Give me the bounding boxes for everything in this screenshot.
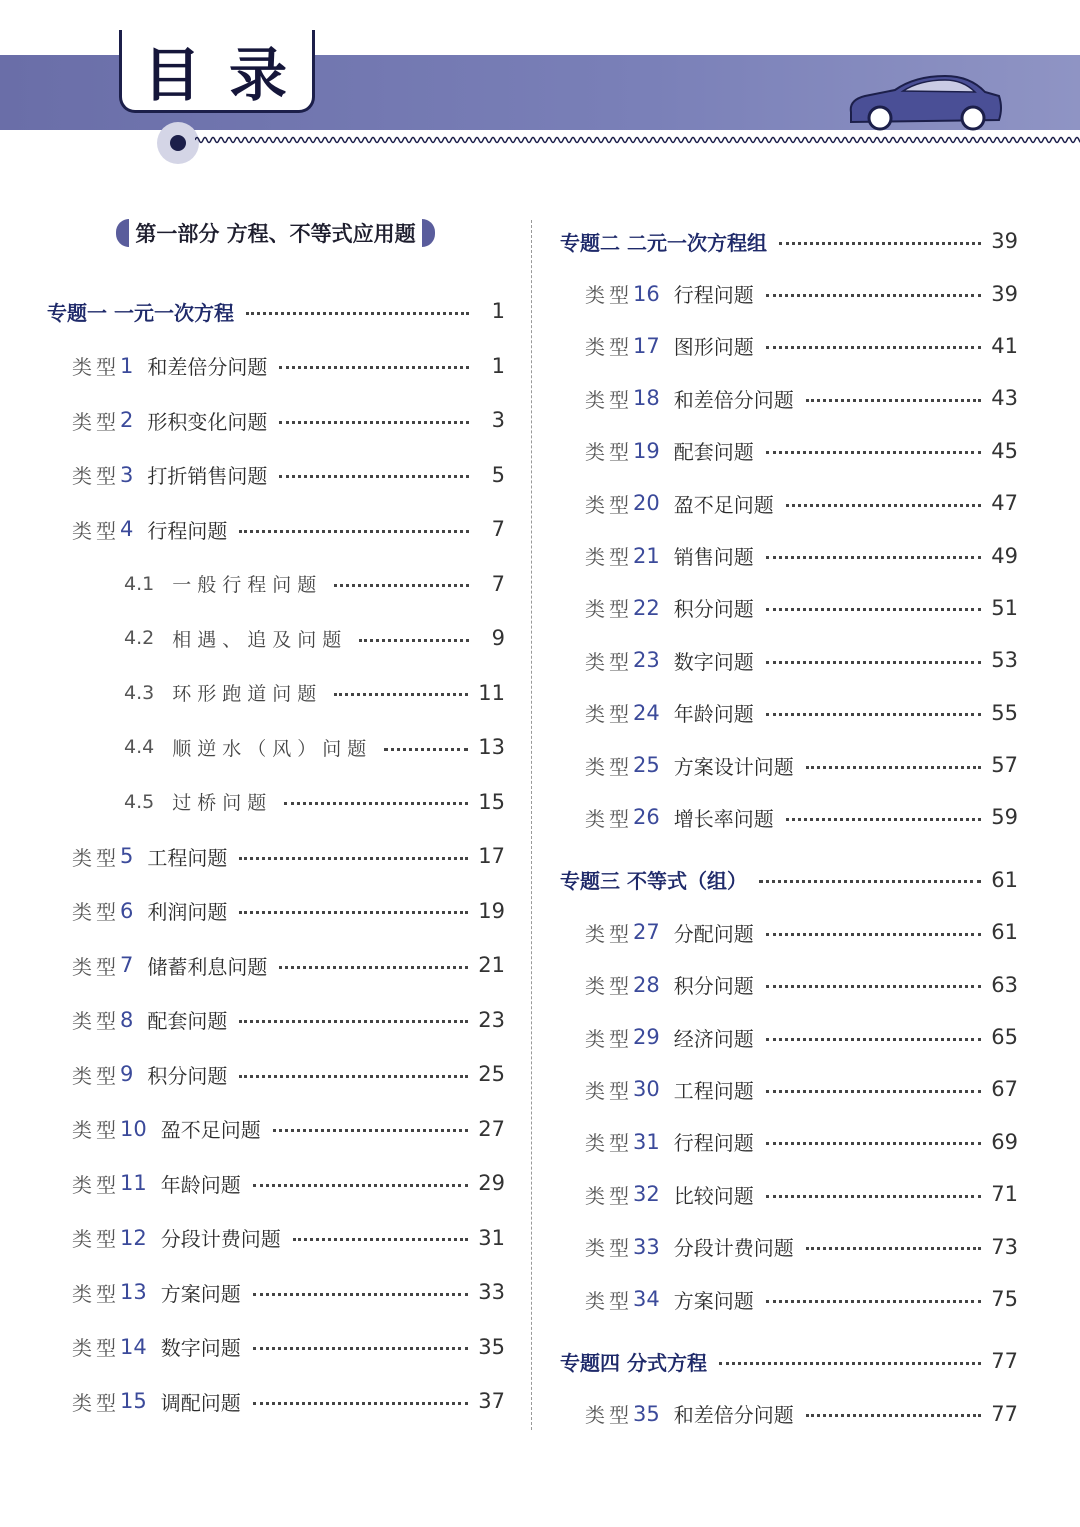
entry-prefix: 类型 — [585, 702, 633, 727]
dot-leader — [766, 661, 982, 664]
entry-number: 18 — [633, 386, 660, 411]
page-number: 65 — [991, 1025, 1018, 1050]
entry-title: 行程问题 — [673, 1131, 754, 1156]
page-number: 73 — [991, 1234, 1018, 1259]
part-title — [88, 216, 463, 250]
entry-title: 环形跑道问题 — [172, 683, 323, 706]
toc-entry[interactable] — [560, 1168, 1018, 1220]
entry-title: 相遇、追及问题 — [172, 628, 348, 651]
dot-leader — [253, 1402, 469, 1405]
column-divider — [531, 220, 532, 1430]
entry-title: 数字问题 — [160, 1336, 241, 1361]
dot-leader — [246, 312, 469, 315]
toc-subsection-entry[interactable] — [47, 666, 505, 721]
dot-leader — [766, 346, 982, 349]
entry-number: 12 — [120, 1225, 147, 1250]
dot-leader — [766, 713, 982, 716]
page-number: 19 — [478, 898, 505, 923]
entry-prefix: 类型 — [585, 649, 633, 674]
toc-entry[interactable] — [47, 448, 505, 503]
toc-subsection-entry[interactable] — [47, 557, 505, 612]
page-number: 9 — [491, 626, 505, 651]
entry-prefix: 类型 — [72, 1063, 120, 1088]
entry-title: 积分问题 — [673, 597, 754, 622]
toc-entry[interactable] — [560, 529, 1018, 581]
toc-entry[interactable] — [47, 393, 505, 448]
toc-entry[interactable] — [47, 993, 505, 1048]
dot-leader — [766, 1195, 982, 1198]
dot-leader — [279, 366, 469, 369]
title-char: 录 — [229, 41, 292, 109]
entry-number: 6 — [120, 898, 134, 923]
toc-entry[interactable] — [560, 267, 1018, 319]
car-icon — [845, 72, 1005, 132]
dot-leader — [806, 1247, 982, 1250]
page-number: 61 — [991, 867, 1018, 892]
dot-leader — [766, 985, 982, 988]
entry-number: 2 — [120, 408, 134, 433]
entry-title: 经济问题 — [673, 1026, 754, 1051]
page-number: 5 — [491, 462, 505, 487]
page-number: 3 — [491, 408, 505, 433]
dot-leader — [334, 693, 468, 696]
entry-prefix: 类型 — [72, 900, 120, 925]
entry-prefix: 类型 — [72, 954, 120, 979]
toc-entry[interactable] — [560, 477, 1018, 529]
toc-entry[interactable] — [560, 1388, 1018, 1440]
entry-number: 28 — [633, 972, 660, 997]
page-number: 53 — [991, 648, 1018, 673]
entry-number: 1 — [120, 353, 134, 378]
entry-title: 配套问题 — [147, 1009, 228, 1034]
entry-prefix: 类型 — [585, 1131, 633, 1156]
toc-entry[interactable] — [560, 687, 1018, 739]
entry-title: 和差倍分问题 — [673, 1403, 794, 1428]
entry-title: 和差倍分问题 — [147, 355, 268, 380]
page-number: 71 — [991, 1182, 1018, 1207]
toc-entry[interactable] — [560, 906, 1018, 958]
dot-leader — [273, 1129, 469, 1132]
entry-number: 25 — [633, 753, 660, 778]
entry-prefix: 类型 — [72, 518, 120, 543]
title-char: 目 — [142, 41, 205, 109]
dot-leader — [806, 399, 982, 402]
entry-title: 盈不足问题 — [673, 492, 774, 517]
toc-entry[interactable] — [47, 1156, 505, 1211]
entry-prefix: 类型 — [585, 387, 633, 412]
entry-title: 专题二 二元一次方程组 — [560, 230, 767, 255]
entry-prefix: 类型 — [585, 1236, 633, 1261]
entry-title: 年龄问题 — [673, 702, 754, 727]
entry-title: 配套问题 — [673, 440, 754, 465]
dot-leader — [384, 748, 468, 751]
entry-title: 形积变化问题 — [147, 409, 268, 434]
entry-prefix: 类型 — [585, 283, 633, 308]
page-number: 67 — [991, 1077, 1018, 1102]
dot-leader — [284, 802, 468, 805]
dot-leader — [766, 608, 982, 611]
toc-subsection-entry[interactable] — [47, 611, 505, 666]
entry-number: 11 — [120, 1171, 147, 1196]
page-number: 45 — [991, 438, 1018, 463]
dot-leader — [806, 766, 982, 769]
entry-title: 年龄问题 — [160, 1172, 241, 1197]
page-number: 51 — [991, 595, 1018, 620]
entry-prefix: 类型 — [585, 1078, 633, 1103]
toc-entry[interactable] — [560, 425, 1018, 477]
page-title — [119, 30, 315, 113]
entry-number: 24 — [633, 700, 660, 725]
entry-number: 33 — [633, 1234, 660, 1259]
toc-subsection-entry[interactable] — [47, 720, 505, 775]
toc-entry[interactable] — [47, 1211, 505, 1266]
dot-leader — [766, 294, 982, 297]
dot-leader — [766, 556, 982, 559]
entry-prefix: 类型 — [72, 1172, 120, 1197]
dot-leader — [279, 421, 469, 424]
entry-prefix: 类型 — [585, 921, 633, 946]
bullet-dot — [170, 135, 186, 151]
entry-prefix: 类型 — [72, 1336, 120, 1361]
dot-leader — [766, 1300, 982, 1303]
toc-entry[interactable] — [560, 739, 1018, 791]
toc-entry[interactable] — [47, 1265, 505, 1320]
entry-title: 方案问题 — [673, 1288, 754, 1313]
toc-subsection-entry[interactable] — [47, 775, 505, 830]
page-number: 17 — [478, 844, 505, 869]
entry-title: 专题四 分式方程 — [560, 1350, 707, 1375]
entry-number: 5 — [120, 844, 134, 869]
dot-leader — [786, 818, 982, 821]
page-number: 7 — [491, 517, 505, 542]
entry-prefix: 类型 — [72, 1227, 120, 1252]
entry-title: 比较问题 — [673, 1183, 754, 1208]
page-number: 35 — [478, 1334, 505, 1359]
page-number: 25 — [478, 1062, 505, 1087]
page-number: 37 — [478, 1389, 505, 1414]
entry-title: 销售问题 — [673, 545, 754, 570]
entry-number: 4.5 — [124, 790, 155, 813]
entry-title: 方案问题 — [160, 1281, 241, 1306]
dot-leader — [279, 966, 468, 969]
toc-chapter-entry[interactable] — [47, 284, 505, 339]
entry-prefix: 类型 — [585, 754, 633, 779]
page-number: 57 — [991, 753, 1018, 778]
toc-entry[interactable] — [560, 1116, 1018, 1168]
page-number: 33 — [478, 1280, 505, 1305]
toc-entry[interactable] — [47, 1047, 505, 1102]
page-number: 55 — [991, 700, 1018, 725]
entry-title: 增长率问题 — [673, 806, 774, 831]
entry-prefix: 类型 — [72, 1281, 120, 1306]
entry-title: 利润问题 — [147, 900, 228, 925]
entry-number: 7 — [120, 953, 134, 978]
toc-entry[interactable] — [47, 884, 505, 939]
entry-number: 4 — [120, 517, 134, 542]
dot-leader — [239, 857, 468, 860]
entry-title: 分段计费问题 — [160, 1227, 281, 1252]
dot-leader — [279, 475, 469, 478]
entry-number: 30 — [633, 1077, 660, 1102]
toc-entry[interactable] — [47, 1320, 505, 1375]
entry-title: 分段计费问题 — [673, 1236, 794, 1261]
entry-number: 16 — [633, 281, 660, 306]
page-number: 39 — [991, 229, 1018, 254]
toc-entry[interactable] — [560, 791, 1018, 843]
entry-title: 盈不足问题 — [160, 1118, 261, 1143]
entry-number: 22 — [633, 595, 660, 620]
entry-prefix: 类型 — [72, 464, 120, 489]
entry-title: 打折销售问题 — [147, 464, 268, 489]
entry-prefix: 类型 — [585, 440, 633, 465]
toc-chapter-entry[interactable] — [560, 215, 1018, 267]
entry-number: 21 — [633, 543, 660, 568]
entry-prefix: 类型 — [585, 597, 633, 622]
entry-prefix: 类型 — [72, 845, 120, 870]
entry-title: 顺逆水（风）问题 — [172, 737, 373, 760]
entry-prefix: 类型 — [585, 492, 633, 517]
toc-entry[interactable] — [560, 1273, 1018, 1325]
page-number: 27 — [478, 1116, 505, 1141]
dot-leader — [766, 451, 982, 454]
entry-number: 35 — [633, 1401, 660, 1426]
toc-entry[interactable] — [560, 1220, 1018, 1272]
entry-title: 专题一 一元一次方程 — [47, 300, 234, 325]
entry-number: 32 — [633, 1182, 660, 1207]
entry-prefix: 类型 — [585, 974, 633, 999]
entry-title: 行程问题 — [673, 283, 754, 308]
dot-leader — [766, 1038, 982, 1041]
entry-title: 工程问题 — [673, 1078, 754, 1103]
entry-title: 工程问题 — [147, 845, 228, 870]
dot-leader — [766, 1142, 982, 1145]
entry-prefix: 类型 — [585, 1403, 633, 1428]
entry-prefix: 类型 — [585, 1183, 633, 1208]
page-number: 29 — [478, 1171, 505, 1196]
dot-leader — [719, 1362, 981, 1365]
toc-entry[interactable] — [47, 829, 505, 884]
toc-chapter-entry[interactable] — [560, 854, 1018, 906]
entry-prefix: 类型 — [585, 335, 633, 360]
toc-entry[interactable] — [47, 938, 505, 993]
page-number: 7 — [491, 571, 505, 596]
page-number: 41 — [991, 333, 1018, 358]
entry-number: 4.1 — [124, 572, 155, 595]
page-number: 13 — [478, 735, 505, 760]
dot-leader — [239, 1075, 468, 1078]
entry-title: 一般行程问题 — [172, 574, 323, 597]
page-number: 61 — [991, 920, 1018, 945]
entry-title: 储蓄利息问题 — [147, 954, 268, 979]
dot-leader — [239, 530, 469, 533]
page-number: 77 — [991, 1349, 1018, 1374]
entry-number: 34 — [633, 1287, 660, 1311]
entry-number: 10 — [120, 1116, 147, 1141]
page-number: 69 — [991, 1129, 1018, 1154]
page-number: 39 — [991, 281, 1018, 306]
entry-number: 29 — [633, 1025, 660, 1050]
toc-entry[interactable] — [47, 339, 505, 394]
page-number: 47 — [991, 491, 1018, 516]
dot-leader — [253, 1293, 469, 1296]
page-number: 75 — [991, 1287, 1018, 1311]
dot-leader — [779, 242, 981, 245]
entry-prefix: 类型 — [585, 1288, 633, 1313]
entry-number: 4.4 — [124, 736, 155, 759]
toc-left-column — [47, 284, 505, 1429]
part-title-text: 第一部分 方程、不等式应用题 — [135, 222, 416, 246]
entry-number: 26 — [633, 805, 660, 830]
entry-number: 15 — [120, 1389, 147, 1414]
dot-leader — [239, 1020, 468, 1023]
page-number: 1 — [491, 353, 505, 378]
entry-title: 专题三 不等式（组） — [560, 869, 747, 894]
page-number: 23 — [478, 1007, 505, 1032]
entry-title: 积分问题 — [673, 974, 754, 999]
entry-number: 20 — [633, 491, 660, 516]
page-number: 77 — [991, 1401, 1018, 1426]
entry-title: 图形问题 — [673, 335, 754, 360]
entry-prefix: 类型 — [585, 1026, 633, 1051]
entry-number: 3 — [120, 462, 134, 487]
entry-prefix: 类型 — [72, 1118, 120, 1143]
entry-title: 积分问题 — [147, 1063, 228, 1088]
entry-number: 17 — [633, 333, 660, 358]
entry-title: 过桥问题 — [172, 792, 273, 815]
entry-number: 4.2 — [124, 627, 155, 650]
entry-prefix: 类型 — [585, 806, 633, 831]
dot-leader — [759, 880, 981, 883]
dot-leader — [766, 933, 982, 936]
entry-number: 19 — [633, 438, 660, 463]
dot-leader — [359, 639, 469, 642]
entry-prefix: 类型 — [72, 1009, 120, 1034]
dot-leader — [806, 1414, 982, 1417]
toc-right-column — [560, 215, 1018, 1440]
entry-prefix: 类型 — [72, 1390, 120, 1415]
entry-title: 和差倍分问题 — [673, 387, 794, 412]
entry-number: 23 — [633, 648, 660, 673]
toc-entry[interactable] — [560, 1063, 1018, 1115]
toc-entry[interactable] — [560, 958, 1018, 1010]
toc-entry[interactable] — [47, 502, 505, 557]
page-number: 21 — [478, 953, 505, 978]
dot-leader — [334, 584, 469, 587]
dot-leader — [786, 504, 982, 507]
toc-entry[interactable] — [560, 1011, 1018, 1063]
toc-entry[interactable] — [560, 634, 1018, 686]
entry-title: 数字问题 — [673, 649, 754, 674]
entry-title: 分配问题 — [673, 921, 754, 946]
toc-chapter-entry[interactable] — [560, 1335, 1018, 1387]
entry-title: 方案设计问题 — [673, 754, 794, 779]
page-number: 31 — [478, 1225, 505, 1250]
entry-number: 8 — [120, 1007, 134, 1032]
entry-number: 27 — [633, 920, 660, 945]
entry-number: 31 — [633, 1129, 660, 1154]
page-number: 63 — [991, 972, 1018, 997]
toc-entry[interactable] — [560, 320, 1018, 372]
page-number: 15 — [478, 789, 505, 814]
toc-entry[interactable] — [47, 1102, 505, 1157]
dot-leader — [293, 1238, 469, 1241]
entry-prefix: 类型 — [72, 409, 120, 434]
entry-number: 4.3 — [124, 681, 155, 704]
toc-entry[interactable] — [560, 582, 1018, 634]
page-number: 43 — [991, 386, 1018, 411]
wavy-line-decoration — [195, 134, 1080, 146]
dot-leader — [253, 1347, 469, 1350]
dot-leader — [766, 1090, 982, 1093]
toc-entry[interactable] — [47, 1374, 505, 1429]
entry-number: 9 — [120, 1062, 134, 1087]
entry-prefix: 类型 — [585, 545, 633, 570]
page-number: 49 — [991, 543, 1018, 568]
entry-number: 13 — [120, 1280, 147, 1305]
page-number: 59 — [991, 805, 1018, 830]
entry-title: 调配问题 — [160, 1390, 241, 1415]
entry-number: 14 — [120, 1334, 147, 1359]
dot-leader — [253, 1184, 469, 1187]
dot-leader — [239, 911, 468, 914]
page-number: 1 — [491, 299, 505, 324]
page-number: 11 — [478, 680, 505, 705]
entry-prefix: 类型 — [72, 355, 120, 380]
toc-entry[interactable] — [560, 372, 1018, 424]
entry-title: 行程问题 — [147, 518, 228, 543]
